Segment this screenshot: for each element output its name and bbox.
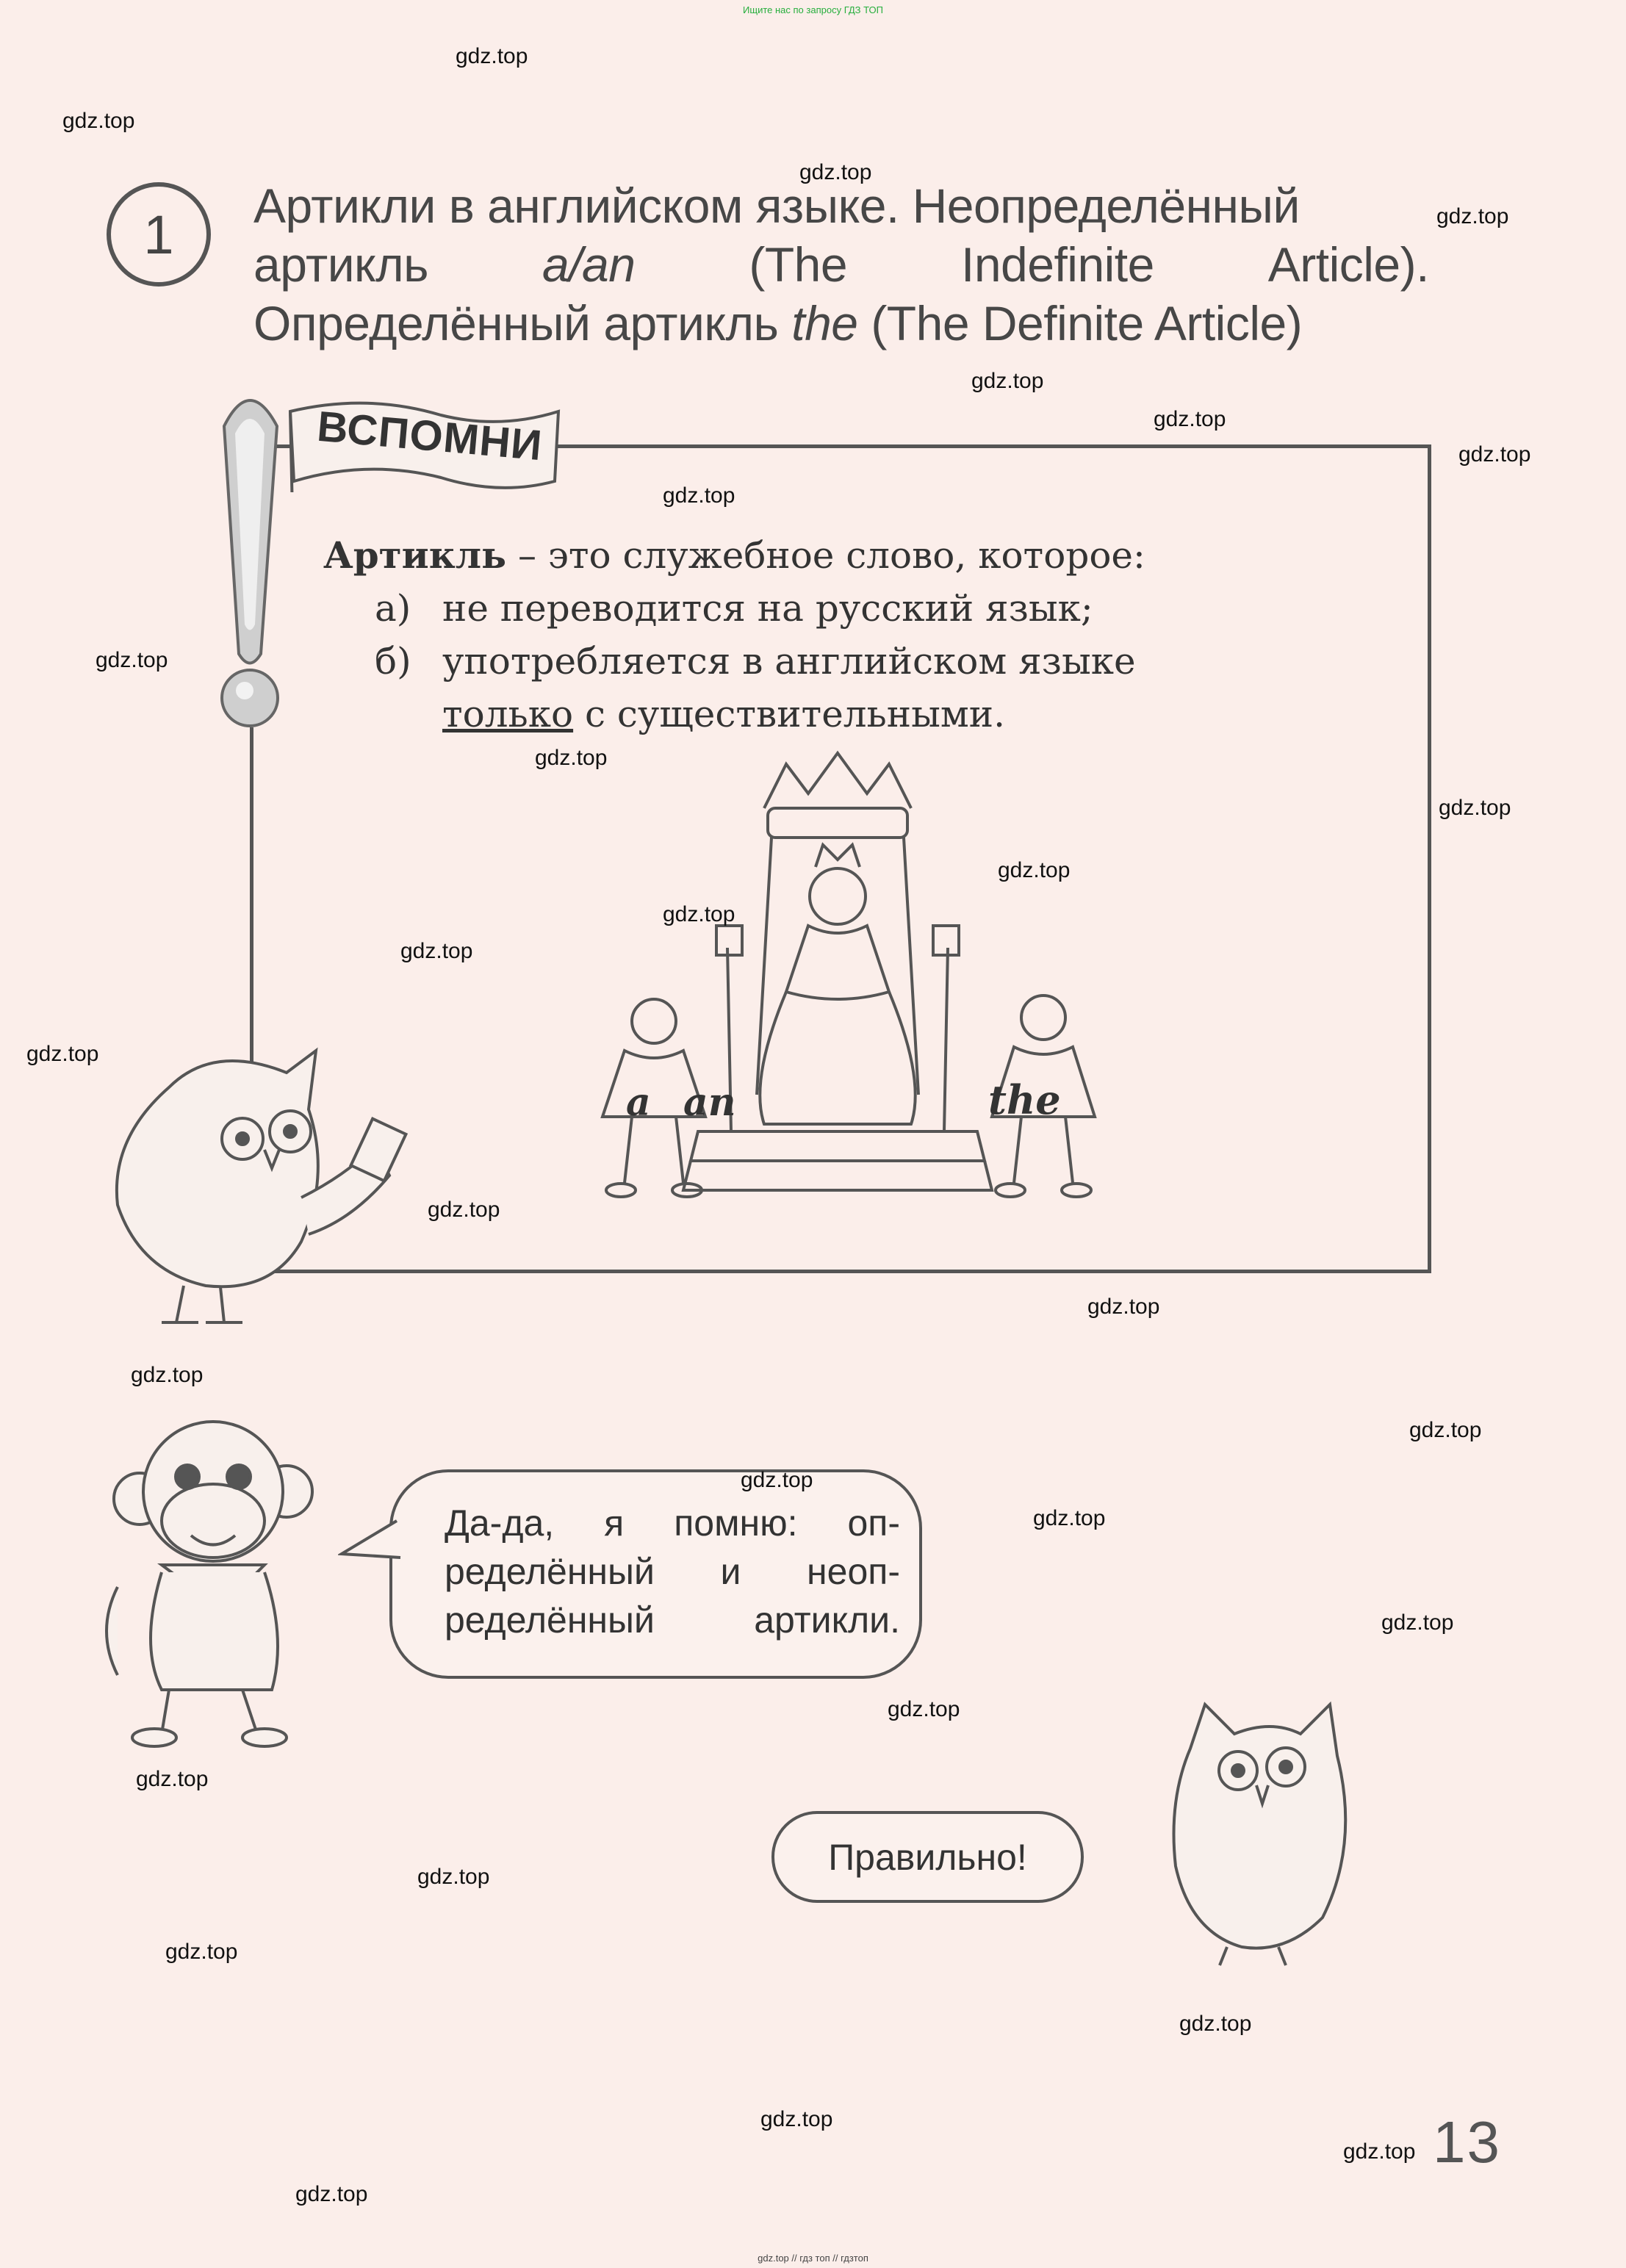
rule-item-marker: б) [375,640,411,683]
rule-item-text: с существительными. [573,693,1005,735]
remember-banner-label: ВСПОМНИ [315,402,544,470]
rule-intro: – это служебное слово, которое: [506,534,1145,577]
watermark: gdz.top [1409,1418,1482,1442]
title-word: Indefinite [960,237,1154,292]
title-word: (The [749,237,848,292]
bottom-note: gdz.top // гдз топ // гдзтоп [758,2253,868,2264]
watermark: gdz.top [62,109,135,133]
speech-word: и [720,1551,741,1592]
watermark: gdz.top [663,483,735,508]
watermark: gdz.top [888,1697,960,1721]
rule-item-b-continuation [323,688,1337,741]
rule-item-b [323,635,1337,688]
speech-word: ределённый [445,1599,655,1641]
title-word: артикль [253,237,429,292]
watermark: gdz.top [131,1363,204,1387]
page-title [253,176,1429,353]
watermark: gdz.top [1154,407,1226,431]
cape-label-an: an [683,1080,736,1125]
owl-illustration [1161,1682,1352,1969]
title-word: Article). [1267,237,1429,292]
rule-item-text: употребляется в английском языке [442,640,1136,683]
watermark: gdz.top [971,369,1044,393]
page-number: 13 [1433,2109,1501,2175]
watermark: gdz.top [535,746,608,770]
watermark: gdz.top [760,2107,833,2131]
watermark: gdz.top [456,44,528,68]
title-article-the: the [791,296,858,350]
owl-with-cards-illustration [96,1029,426,1337]
watermark: gdz.top [417,1865,490,1889]
watermark: gdz.top [663,902,735,926]
speech-word: Да-да, [445,1502,555,1544]
watermark: gdz.top [428,1198,500,1222]
speech-tail-icon [338,1517,404,1569]
top-note: Ищите нас по запросу ГДЗ ТОП [743,4,883,15]
owl-speech-bubble: Правильно! [771,1811,1084,1903]
cape-label-a: a [626,1080,651,1125]
monkey-speech-text [445,1499,900,1644]
title-word: (The Definite Article) [857,296,1303,350]
speech-word: ределённый [445,1551,655,1592]
watermark: gdz.top [295,2182,368,2206]
watermark: gdz.top [1179,2012,1252,2036]
monkey-illustration [96,1396,331,1749]
speech-word: я [604,1502,625,1544]
speech-word: помню: [674,1502,798,1544]
title-word: Определённый артикль [253,296,792,350]
rule-term: Артикль [323,533,507,577]
article-rule [323,529,1337,741]
speech-word: неоп- [807,1551,900,1592]
watermark: gdz.top [1381,1610,1454,1635]
rule-item-a [323,582,1337,635]
speech-word: артикли. [754,1599,900,1641]
watermark: gdz.top [1439,796,1511,820]
watermark: gdz.top [1033,1506,1106,1530]
title-article-a-an: a/an [542,237,636,292]
watermark: gdz.top [136,1767,209,1791]
queen-throne-illustration [573,749,1132,1220]
watermark: gdz.top [400,939,473,963]
watermark: gdz.top [998,858,1071,882]
cape-label-the: the [988,1076,1061,1123]
chapter-number: 1 [107,182,211,287]
watermark: gdz.top [1436,204,1509,228]
watermark: gdz.top [741,1468,813,1492]
rule-item-text: не переводится на русский язык; [442,587,1093,630]
watermark: gdz.top [165,1940,238,1964]
rule-item-marker: а) [375,587,411,630]
rule-emphasis: только [442,693,574,735]
watermark: gdz.top [1343,2139,1416,2164]
speech-word: оп- [847,1502,900,1544]
watermark: gdz.top [96,648,168,672]
watermark: gdz.top [26,1042,99,1066]
watermark: gdz.top [1458,442,1531,467]
watermark: gdz.top [1087,1295,1160,1319]
title-line-1: Артикли в английском языке. Неопределённый [253,179,1300,233]
watermark: gdz.top [799,160,872,184]
